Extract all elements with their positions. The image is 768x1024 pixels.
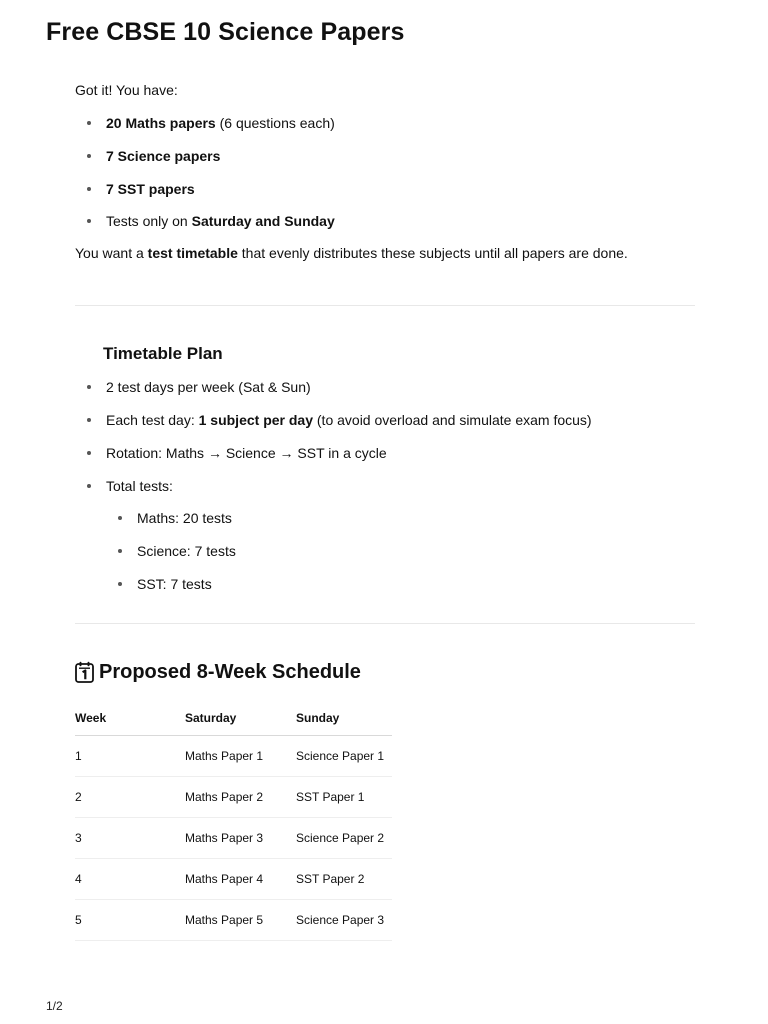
item-post: (to avoid overload and simulate exam focus) [313,411,592,428]
list-item: SST: 7 tests [75,574,695,594]
list-item: Maths: 20 tests [75,508,695,528]
table-row [75,776,392,817]
item-bold: 7 SST papers [106,180,195,197]
list-item: Science: 7 tests [75,541,695,561]
list-item [75,211,695,231]
list-item [75,443,695,463]
item-bold: 1 subject per day [198,411,313,428]
totals-sublist [75,508,695,594]
item-bold: 20 Maths papers [106,115,216,131]
cell-week: 1 [75,735,185,776]
cell-saturday: Maths Paper 3 [185,817,296,858]
section-divider [75,305,695,306]
header-sunday: Sunday [296,701,392,736]
page-number: 1/2 [46,999,63,1013]
cell-saturday: Maths Paper 5 [185,899,296,940]
item-post: (6 questions each) [215,115,335,131]
item-pre: Each test day: [106,411,199,428]
timetable-plan-heading: Timetable Plan [103,344,223,364]
cell-saturday: Maths Paper 4 [185,858,296,899]
summary-list [75,113,695,231]
cell-week: 2 [75,776,185,817]
list-item [75,113,695,133]
cell-week: 5 [75,899,185,940]
cell-saturday: Maths Paper 2 [185,776,296,817]
goal-post: that evenly distributes these subjects until all papers are done. [237,245,628,262]
schedule-table [75,701,392,941]
calendar-icon [75,661,94,683]
table-row [75,735,392,776]
schedule-heading-text: Proposed 8-Week Schedule [99,660,361,683]
schedule-heading [75,659,695,685]
cell-sunday: SST Paper 1 [296,776,392,817]
intro-text: Got it! You have: [75,82,178,98]
header-saturday: Saturday [185,701,296,736]
item-bold: 7 Science papers [106,147,221,164]
table-header-row [75,701,392,736]
item-bold: Saturday and Sunday [191,213,335,230]
item-pre: Total tests: [106,477,173,494]
list-item [75,476,695,496]
cell-sunday: Science Paper 1 [296,735,392,776]
page-title: Free CBSE 10 Science Papers [46,18,405,46]
cell-sunday: Science Paper 2 [296,817,392,858]
cell-sunday: Science Paper 3 [296,899,392,940]
plan-list [75,377,695,495]
item-pre: 2 test days per week (Sat & Sun) [106,379,311,396]
item-pre: Tests only on [106,213,192,230]
header-week: Week [75,701,185,736]
section-divider [75,623,695,624]
cell-week: 3 [75,817,185,858]
cell-saturday: Maths Paper 1 [185,735,296,776]
table-row [75,858,392,899]
goal-pre: You want a [75,245,148,262]
goal-bold: test timetable [147,245,238,262]
list-item [75,377,695,397]
table-row [75,899,392,940]
document-body [75,80,695,941]
list-item [75,179,695,199]
table-row [75,817,392,858]
list-item [75,410,695,430]
item-pre: Rotation: Maths → Science → SST in a cycle [106,444,387,461]
list-item [75,146,695,166]
cell-sunday: SST Paper 2 [296,858,392,899]
cell-week: 4 [75,858,185,899]
goal-text [75,243,695,263]
